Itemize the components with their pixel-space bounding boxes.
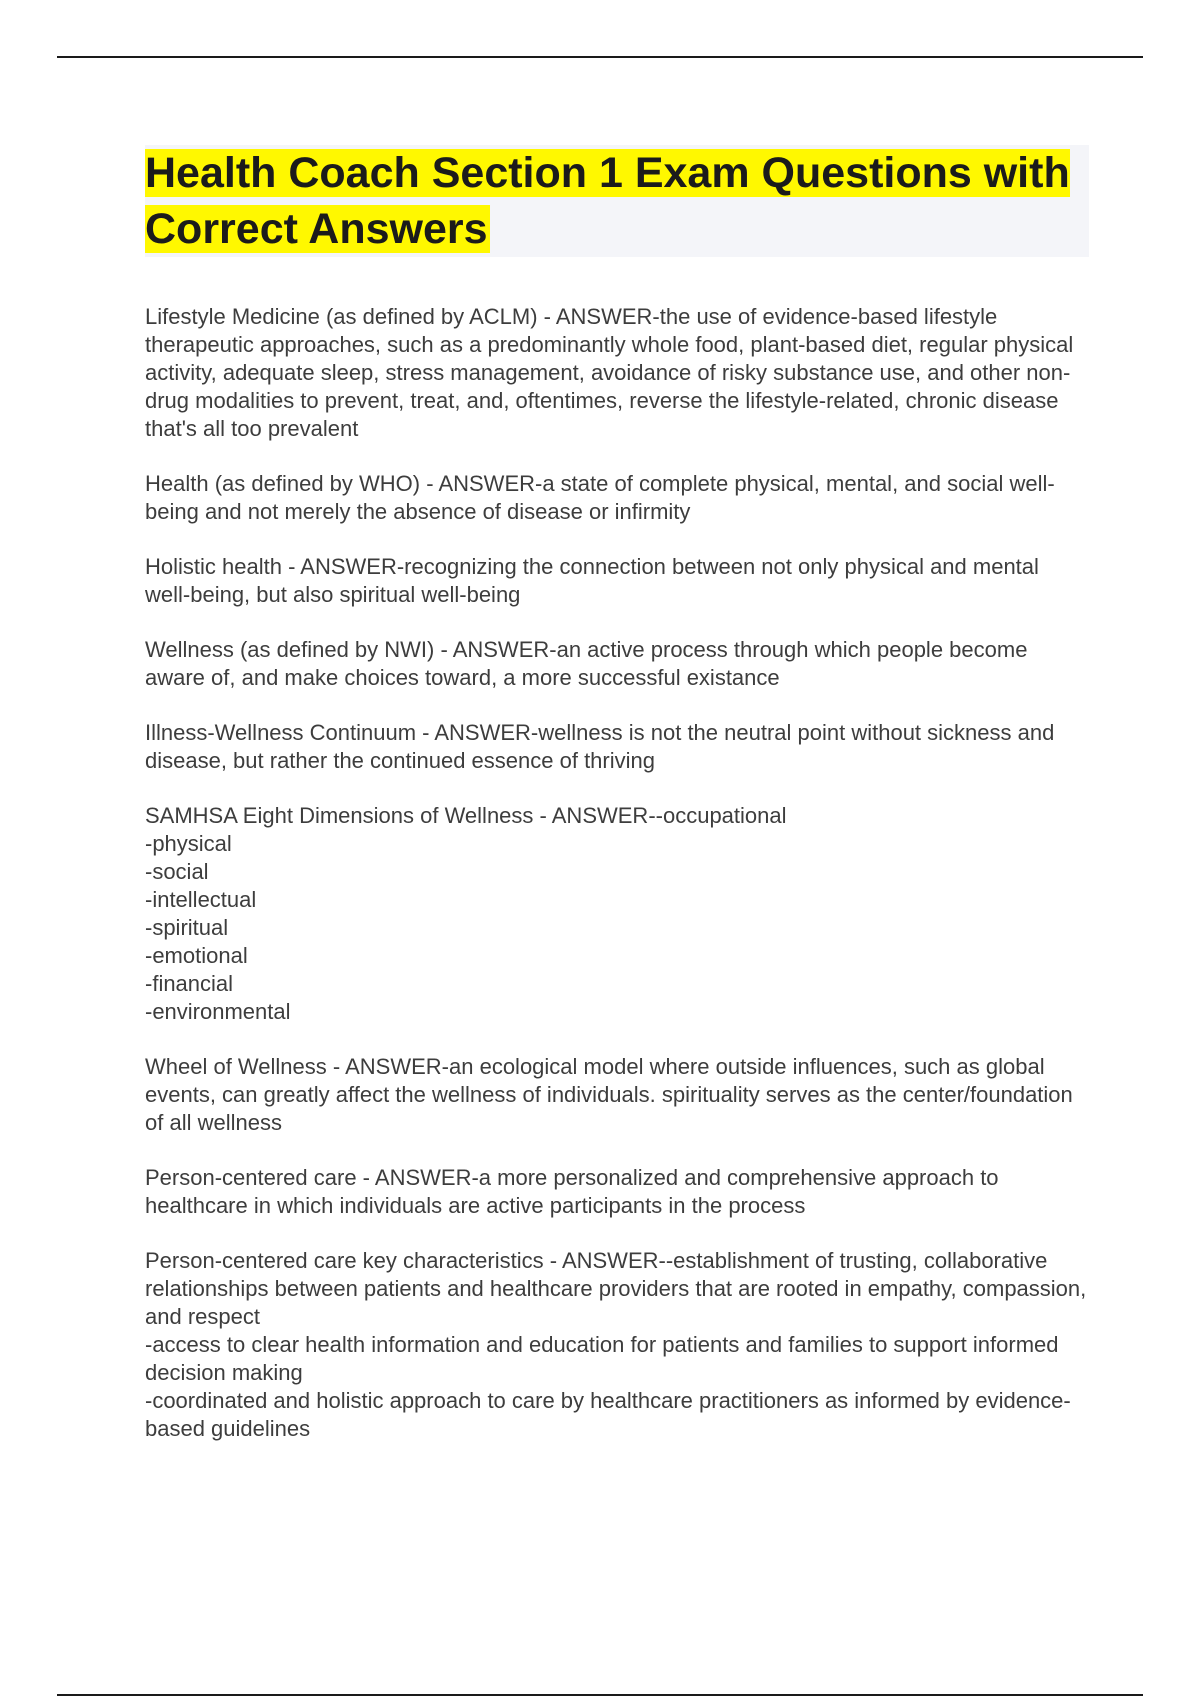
entry-person-centered-care-characteristics: Person-centered care key characteristics - ANSWER--establishment of trusting, collaborative relationships between patients and healthcare providers that are rooted in empathy, compassion, and respect -access to clear health information and education for patients and families to support informed decision making -coordinated and holistic approach to care by healthcare practitioners as informed by evidence-based guidelines [145,1248,1087,1441]
entry-lifestyle-medicine: Lifestyle Medicine (as defined by ACLM) - ANSWER-the use of evidence-based lifestyle therapeutic approaches, such as a predominantly whole food, plant-based diet, regular physical activity, adequate sleep, stress management, avoidance of risky substance use, and other non-drug modalities to prevent, treat, and, oftentimes, reverse the lifestyle-related, chronic disease that's all too prevalent [145,304,1074,441]
entry-holistic-health: Holistic health - ANSWER-recognizing the connection between not only physical and mental well-being, but also spiritual well-being [145,554,1039,607]
bottom-rule [57,1694,1143,1696]
entry-wellness-nwi: Wellness (as defined by NWI) - ANSWER-an active process through which people become aware of, and make choices toward, a more successful existance [145,637,1028,690]
entry-wheel-of-wellness: Wheel of Wellness - ANSWER-an ecological model where outside influences, such as global events, can greatly affect the wellness of individuals. spirituality serves as the center/foundation of all wellness [145,1054,1073,1135]
entry-health-who: Health (as defined by WHO) - ANSWER-a state of complete physical, mental, and social well-being and not merely the absence of disease or infirmity [145,471,1055,524]
entry-illness-wellness-continuum: Illness-Wellness Continuum - ANSWER-wellness is not the neutral point without sickness and disease, but rather the continued essence of thriving [145,720,1055,773]
page-title [145,145,1089,257]
document-body [145,145,1091,1470]
page-title-highlight: Health Coach Section 1 Exam Questions with Correct Answers [145,149,1070,253]
entry-person-centered-care: Person-centered care - ANSWER-a more personalized and comprehensive approach to healthcare in which individuals are active participants in the process [145,1165,999,1218]
title-block [145,145,1089,257]
top-rule [57,56,1143,58]
entry-samhsa-dimensions: SAMHSA Eight Dimensions of Wellness - ANSWER--occupational -physical -social -intellectual -spiritual -emotional -financial -environmental [145,803,787,1024]
